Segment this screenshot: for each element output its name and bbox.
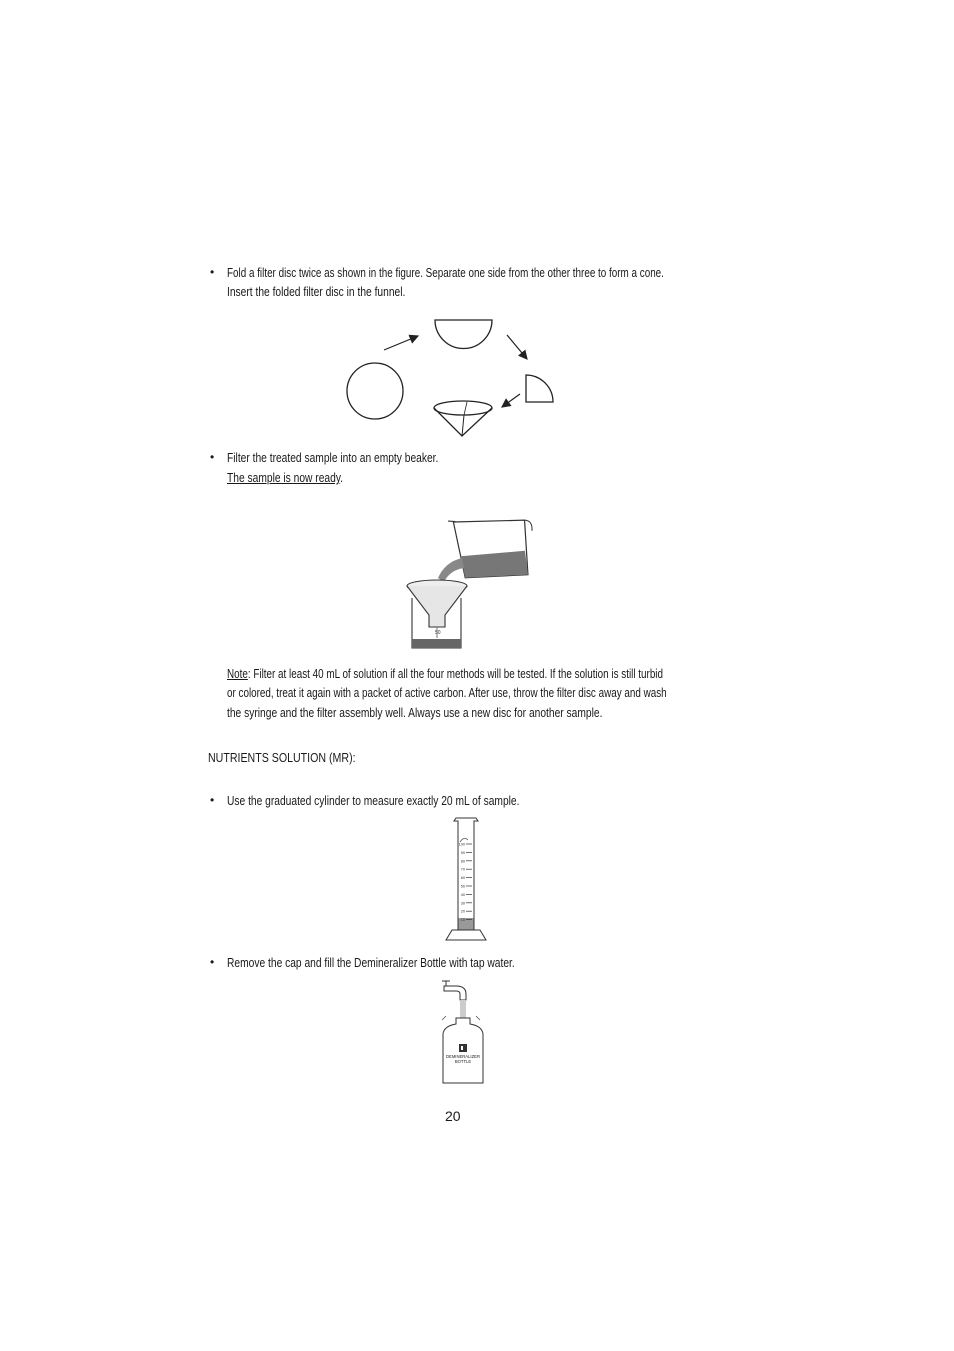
cylinder-tick-label: 30	[460, 901, 465, 906]
liquid-stream	[438, 558, 464, 582]
cylinder-tick-label: 70	[460, 867, 465, 872]
cylinder-tick-label: 50	[460, 884, 465, 889]
filter-instruction-line1: Filter the treated sample into an empty beaker.	[227, 451, 439, 465]
note-label: Note	[227, 667, 248, 681]
cylinder-instruction: Use the graduated cylinder to measure exactly 20 mL of sample.	[227, 794, 520, 808]
tilted-beaker	[448, 510, 541, 589]
bottle-label-line1: DEMINERALIZER	[446, 1054, 480, 1059]
filter-disc-circle	[347, 363, 403, 419]
note-line1	[227, 664, 663, 684]
bullet-dot: •	[210, 265, 215, 279]
filter-quarter-disc	[526, 375, 553, 402]
bullet-dot: •	[210, 793, 215, 807]
cylinder-tick-label: 40	[460, 892, 465, 897]
graduated-cylinder-illustration	[440, 814, 496, 946]
filter-fold-diagram	[340, 312, 570, 442]
svg-text:50: 50	[435, 630, 441, 636]
fold-instruction-line1: Fold a filter disc twice as shown in the figure. Separate one side from the other three to form a cone.	[227, 266, 664, 280]
cylinder-tick-label: 10	[460, 918, 465, 923]
arrow-to-half	[384, 336, 418, 350]
cylinder-base	[446, 930, 486, 940]
arrow-to-quarter	[507, 335, 527, 359]
note-line3: the syringe and the filter assembly well. Always use a new disc for another sample.	[227, 706, 603, 720]
tap-icon	[444, 986, 466, 1000]
demineralizer-bottle-illustration	[432, 976, 492, 1086]
bottle-instruction: Remove the cap and fill the Demineralizer Bottle with tap water.	[227, 956, 515, 970]
sample-ready-period: .	[340, 471, 344, 485]
cylinder-tick-label: 60	[460, 876, 465, 881]
sample-ready-text: The sample is now ready	[227, 471, 341, 485]
section-heading: NUTRIENTS SOLUTION (MR):	[208, 751, 356, 765]
cylinder-tick-label: 20	[460, 909, 465, 914]
note-line1-text: : Filter at least 40 mL of solution if all the four methods will be tested. If the solution is still turbid	[247, 667, 663, 681]
cylinder-tick-label: 90	[460, 850, 465, 855]
pouring-into-funnel-illustration	[400, 510, 545, 655]
fold-instruction-line2: Insert the folded filter disc in the funnel.	[227, 285, 406, 299]
filter-half-disc	[435, 320, 492, 349]
bottle-label-line2: BOTTLE	[454, 1059, 472, 1064]
filter-instruction-line2	[227, 468, 343, 488]
page-number: 20	[445, 1108, 461, 1124]
arrow-to-cone	[502, 394, 520, 407]
funnel-body	[407, 586, 467, 627]
cylinder-tick-label: 100	[458, 842, 465, 847]
cylinder-tick-label: 80	[460, 859, 465, 864]
note-line2: or colored, treat it again with a packet of active carbon. After use, throw the filter disc away and wash	[227, 686, 667, 700]
filter-cone-rim	[434, 401, 492, 415]
bullet-dot: •	[210, 450, 215, 464]
bullet-dot: •	[210, 955, 215, 969]
